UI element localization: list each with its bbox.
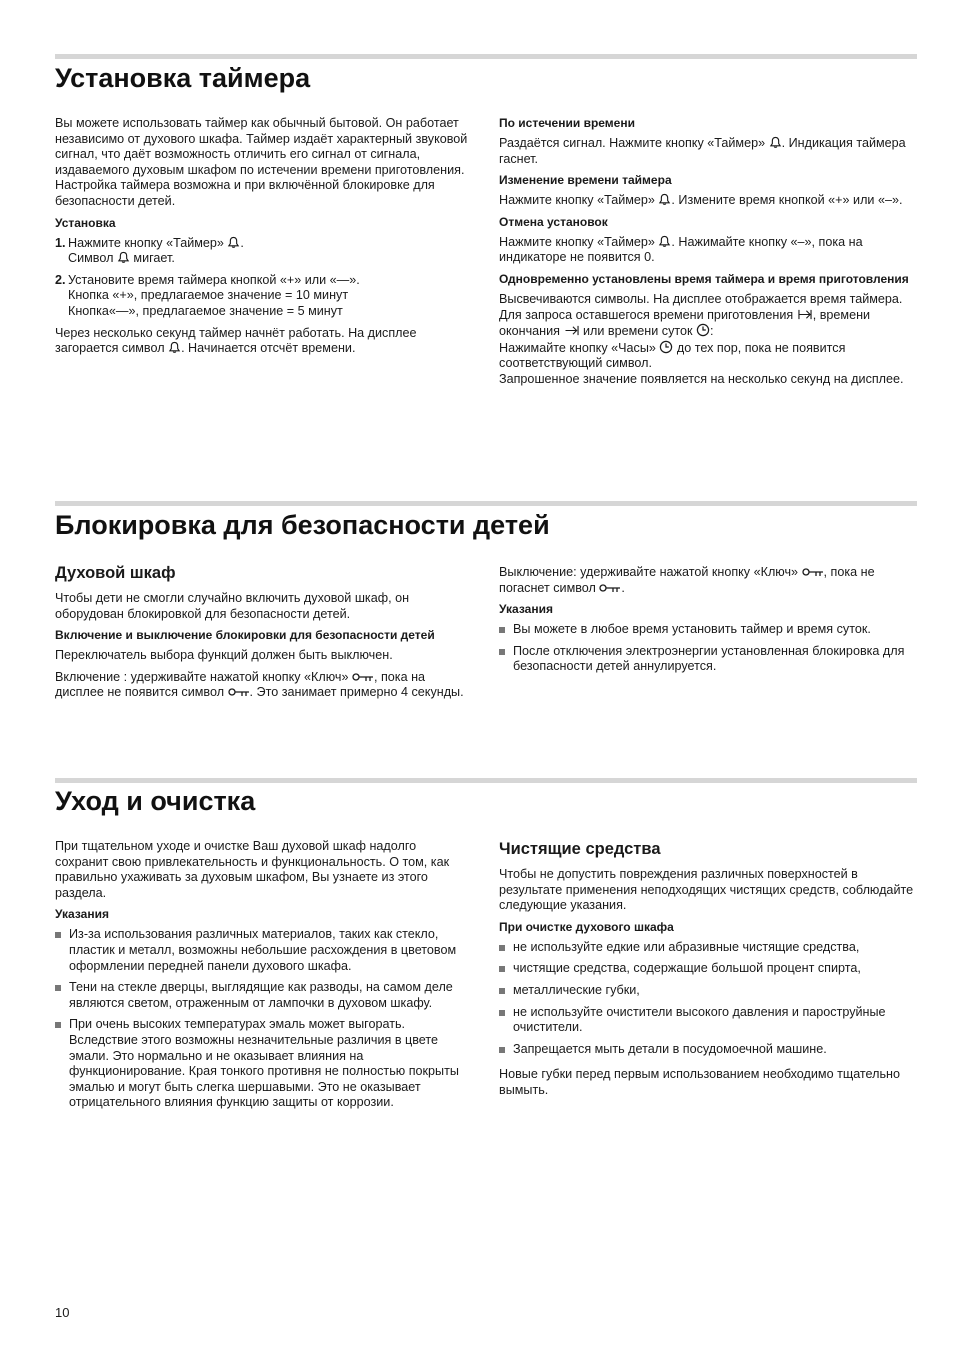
text: , времени окончания — [499, 307, 871, 339]
list-item — [55, 927, 470, 974]
text: При очень высоких температурах эмаль может выгорать. Вследствие этого возможны незначительные различия в цвете эмали. Это нормально и не оказывает влияния на функционирование. Края тонкого противня не полностью покрыты эмалью и могут быть слегка шершавыми. Это не оказывает отрицательного влияния функцию защиты от коррозии. — [69, 1017, 459, 1110]
timer-after-text — [55, 326, 470, 357]
care-right-column — [499, 839, 914, 1105]
care-notes-list — [55, 927, 470, 1111]
text: , пока на дисплее не появится символ — [55, 669, 426, 700]
childlock-section-title: Блокировка для безопасности детей — [55, 510, 550, 540]
timer-expire-text — [499, 136, 914, 167]
section-divider — [55, 778, 917, 783]
text: . Это занимает примерно 4 секунды. — [249, 685, 464, 700]
text: Через несколько секунд таймер начнёт работать. На дисплее загорается символ — [55, 325, 417, 356]
list-item — [499, 1005, 914, 1036]
childlock-selector-text: Переключатель выбора функций должен быть выключен. — [55, 648, 393, 663]
timer-left-column — [55, 116, 470, 363]
list-item — [499, 622, 914, 638]
step-text: Нажмите кнопку «Таймер» — [68, 235, 224, 250]
bullet-square-icon — [499, 945, 505, 951]
timer-intro: Вы можете использовать таймер как обычный бытовой. Он работает независимо от духового шкафа. Таймер издаёт характерный звуковой сигнал, что даёт возможность отличить его сигнал от сигнала, издаваемого духовым шкафом по истечении времени приготовления. Настройка таймера возможна и при включённой блокировке для безопасности детей. — [55, 116, 468, 208]
cleaning-agents-intro: Чтобы не допустить повреждения различных поверхностей в результате применения неподходящих чистящих средств, соблюдайте следующие указания. — [499, 867, 914, 913]
bullet-square-icon — [499, 1047, 505, 1053]
text: Для запроса оставшегося времени приготовления — [499, 307, 794, 322]
clock-icon — [696, 323, 710, 337]
text: Тени на стекле дверцы, выглядящие как разводы, на самом деле являются светом, отраженным от лампочки в духовом шкафу. — [69, 980, 453, 1010]
list-item — [55, 1017, 470, 1111]
list-item — [499, 983, 914, 999]
text: до тех пор, пока не появится соответствующий символ. — [499, 340, 846, 371]
text: или времени суток — [583, 324, 693, 339]
sponges-text: Новые губки перед первым использованием необходимо тщательно вымыть. — [499, 1067, 901, 1097]
childlock-right-column — [499, 565, 914, 681]
bullet-square-icon — [499, 649, 505, 655]
page-number: 10 — [55, 1305, 70, 1320]
text: Нажмите кнопку «Таймер» — [499, 193, 655, 208]
oven-heading: Духовой шкаф — [55, 564, 176, 582]
timer-both-text — [499, 292, 914, 388]
timer-change-heading: Изменение времени таймера — [499, 173, 672, 188]
text: . Измените время кнопкой «+» или «–». — [671, 193, 903, 208]
text: не используйте едкие или абразивные чистящие средства, — [513, 939, 860, 954]
key-icon — [228, 687, 250, 698]
oven-clean-heading: При очистке духового шкафа — [499, 919, 674, 934]
childlock-left-column — [55, 563, 470, 707]
childlock-off-text — [499, 565, 914, 596]
step-text: мигает. — [133, 251, 175, 266]
text: . — [621, 580, 625, 595]
bullet-square-icon — [499, 988, 505, 994]
text: : — [710, 324, 714, 339]
bell-icon — [658, 193, 671, 206]
timer-change-text — [499, 193, 914, 209]
text: Вы можете в любое время установить таймер и время суток. — [513, 622, 871, 637]
step-text: Установите время таймера кнопкой «+» или «—». — [68, 272, 360, 287]
text: металлические губки, — [513, 982, 640, 997]
step-text: Кнопка «+», предлагаемое значение = 10 минут — [68, 288, 349, 303]
list-item — [499, 961, 914, 977]
bell-icon — [168, 341, 181, 354]
timer-both-heading: Одновременно установлены время таймера и время приготовления — [499, 271, 909, 286]
care-intro: При тщательном уходе и очистке Ваш духовой шкаф надолго сохранит свою привлекательность и функциональность. О том, как правильно ухаживать за духовым шкафом, Вы узнаете из этого раздела. — [55, 839, 450, 900]
list-item — [499, 1042, 914, 1058]
key-icon — [599, 583, 621, 594]
childlock-on-text — [55, 670, 470, 701]
bell-icon — [117, 251, 130, 264]
section-divider — [55, 501, 917, 506]
bullet-square-icon — [499, 966, 505, 972]
bell-icon — [769, 136, 782, 149]
list-item — [499, 644, 914, 675]
step-text: Символ — [68, 251, 114, 266]
timer-right-column — [499, 116, 914, 394]
end-time-icon — [564, 324, 580, 337]
timer-steps — [55, 236, 470, 320]
childlock-notes-heading: Указания — [499, 602, 553, 617]
timer-step-1: 1. Нажмите кнопку «Таймер» . Символ мигает. — [55, 235, 244, 266]
text: Включение : удерживайте нажатой кнопку «Ключ» — [55, 669, 349, 684]
text: После отключения электроэнергии установленная блокировка для безопасности детей аннулируется. — [513, 643, 905, 674]
text: Из-за использования различных материалов, таких как стекло, пластик и металл, возможны небольшие расхождения в цветовом оформлении передней панели духового шкафа. — [69, 927, 457, 973]
bullet-square-icon — [55, 1022, 61, 1028]
text: Нажмите кнопку «Таймер» — [499, 234, 655, 249]
timer-cancel-heading: Отмена установок — [499, 214, 608, 229]
care-section-title: Уход и очистка — [55, 786, 256, 816]
bullet-square-icon — [499, 1010, 505, 1016]
text: Запрещается мыть детали в посудомоечной машине. — [513, 1041, 827, 1056]
timer-step-2 — [55, 273, 470, 320]
childlock-notes-list — [499, 622, 914, 675]
text: . Индикация таймера гаснет. — [499, 136, 906, 166]
cooking-time-icon — [797, 308, 813, 321]
care-left-column — [55, 839, 470, 1117]
bullet-square-icon — [55, 932, 61, 938]
step-number: 2. — [55, 272, 66, 287]
list-item — [499, 940, 914, 956]
key-icon — [802, 567, 824, 578]
text: . Нажимайте кнопку «–», пока на индикаторе не появится 0. — [499, 234, 863, 265]
text: Выключение: удерживайте нажатой кнопку «Ключ» — [499, 565, 799, 579]
timer-cancel-text — [499, 235, 914, 266]
childlock-intro: Чтобы дети не смогли случайно включить духовой шкаф, он оборудован блокировкой для безопасности детей. — [55, 591, 410, 621]
childlock-onoff-heading: Включение и выключение блокировки для безопасности детей — [55, 628, 435, 643]
timer-setup-heading: Установка — [55, 215, 116, 230]
text: не используйте очистители высокого давления и пароструйные очистители. — [513, 1004, 886, 1035]
step-text: Кнопка«—», предлагаемое значение = 5 минут — [68, 303, 343, 318]
text: чистящие средства, содержащие большой процент спирта, — [513, 961, 861, 976]
text: . Начинается отсчёт времени. — [181, 341, 356, 356]
key-icon — [352, 672, 374, 683]
bullet-square-icon — [55, 985, 61, 991]
text: Раздаётся сигнал. Нажмите кнопку «Таймер» — [499, 136, 766, 150]
bell-icon — [658, 235, 671, 248]
bullet-square-icon — [499, 627, 505, 633]
section-divider — [55, 54, 917, 59]
text: , пока не погаснет символ — [499, 565, 875, 595]
clock-icon — [659, 340, 673, 354]
step-number: 1. — [55, 235, 66, 250]
list-item — [55, 980, 470, 1011]
text: Нажимайте кнопку «Часы» — [499, 340, 656, 355]
bell-icon — [227, 236, 240, 249]
cleaning-agents-heading: Чистящие средства — [499, 840, 661, 858]
text: Запрошенное значение появляется на несколько секунд на дисплее. — [499, 371, 904, 386]
text: Высвечиваются символы. На дисплее отображается время таймера. — [499, 291, 903, 306]
timer-section-title: Установка таймера — [55, 63, 311, 93]
oven-clean-list — [499, 940, 914, 1058]
timer-expire-heading: По истечении времени — [499, 116, 635, 130]
care-notes-heading: Указания — [55, 907, 109, 922]
